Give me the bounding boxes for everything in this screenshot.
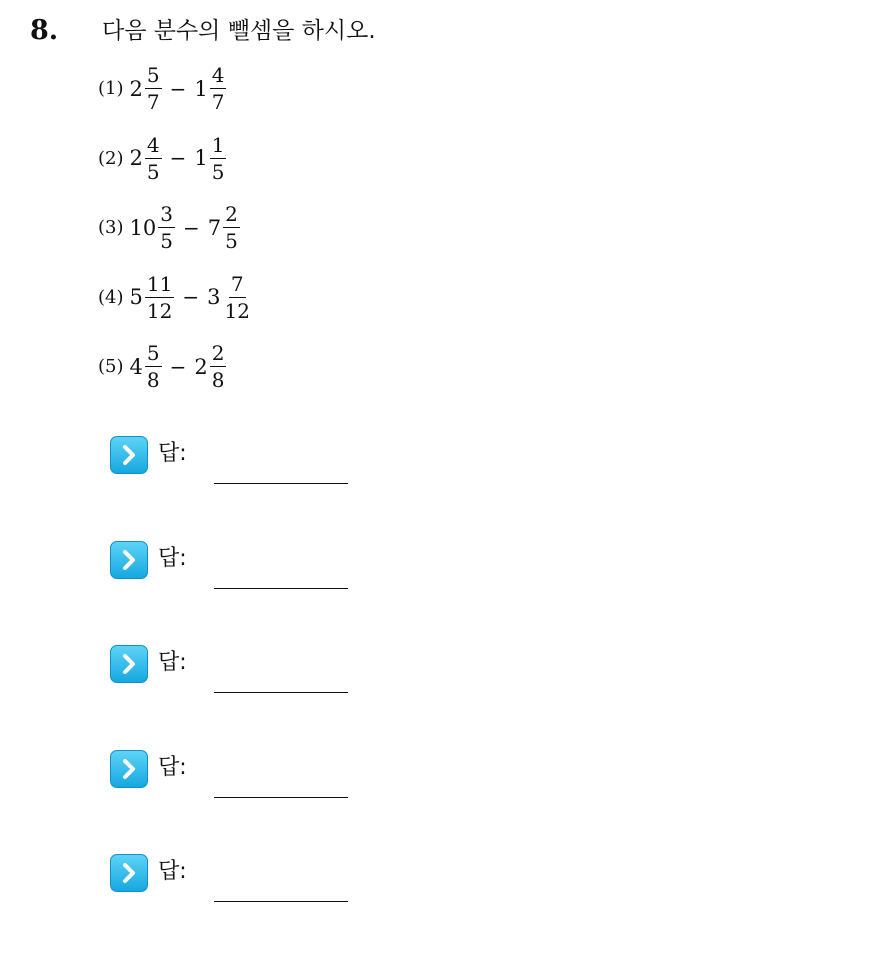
subtrahend [208, 203, 240, 252]
denominator: 12 [146, 298, 173, 323]
answer-row [110, 645, 370, 750]
answer-label: 답: [158, 545, 187, 571]
whole-part: 10 [129, 215, 157, 240]
numerator: 11 [146, 271, 173, 296]
answer-row [110, 541, 370, 646]
problem-label: (1) [98, 78, 124, 100]
numerator: 3 [160, 202, 173, 227]
minuend [130, 134, 162, 183]
answer-row [110, 436, 370, 541]
chevron-right-icon [110, 750, 148, 788]
question-number: 8. [30, 15, 59, 46]
denominator: 8 [211, 368, 225, 393]
answer-row [110, 750, 370, 855]
answer-label: 답: [158, 859, 187, 884]
chevron-right-icon [110, 854, 148, 892]
whole-part: 3 [207, 285, 221, 310]
minus-operator: − [182, 215, 200, 240]
numerator: 5 [146, 341, 160, 366]
answer-blank[interactable] [214, 797, 348, 798]
fraction [210, 134, 227, 183]
numerator: 7 [230, 271, 244, 296]
problem-label: (3) [98, 217, 124, 239]
answer-list [110, 436, 370, 959]
problem-item [98, 263, 252, 333]
answer-label: 답: [158, 754, 187, 780]
answer-label: 답: [158, 441, 187, 466]
whole-part: 2 [129, 76, 143, 101]
fraction [210, 64, 227, 113]
denominator: 8 [146, 368, 160, 393]
problem-label: (4) [98, 286, 124, 308]
problem-item [98, 332, 252, 402]
numerator: 4 [146, 132, 160, 157]
minus-operator: − [169, 76, 187, 101]
numerator: 5 [146, 63, 160, 88]
fraction [145, 342, 162, 391]
chevron-right-icon [110, 541, 148, 579]
answer-blank[interactable] [214, 483, 348, 484]
answer-blank[interactable] [214, 901, 348, 902]
whole-part: 1 [194, 146, 208, 171]
denominator: 7 [211, 90, 225, 115]
minus-operator: − [182, 285, 200, 310]
chevron-right-icon [110, 436, 148, 474]
subtrahend [194, 342, 226, 391]
numerator: 1 [211, 132, 225, 157]
problem-item [98, 54, 252, 124]
subtrahend [207, 273, 252, 322]
whole-part: 2 [194, 354, 208, 379]
whole-part: 4 [129, 354, 143, 379]
fraction [210, 342, 227, 391]
problem-label: (5) [98, 356, 124, 378]
denominator: 5 [225, 229, 238, 254]
problem-item [98, 124, 252, 194]
problem-list [98, 54, 252, 402]
denominator: 5 [146, 159, 160, 184]
denominator: 5 [211, 159, 225, 184]
numerator: 2 [211, 341, 225, 366]
minuend [130, 203, 175, 252]
whole-part: 2 [129, 146, 143, 171]
answer-row [110, 854, 370, 959]
subtrahend [194, 64, 226, 113]
question-text: 다음 분수의 뺄셈을 하시오. [102, 18, 376, 44]
fraction [223, 203, 240, 252]
subtrahend [194, 134, 226, 183]
denominator: 12 [224, 298, 250, 323]
fraction [145, 134, 162, 183]
chevron-right-icon [110, 645, 148, 683]
problem-label: (2) [98, 147, 124, 169]
answer-blank[interactable] [214, 588, 348, 589]
fraction [158, 203, 175, 252]
numerator: 4 [211, 63, 225, 88]
answer-blank[interactable] [214, 692, 348, 693]
numerator: 2 [225, 202, 238, 227]
fraction [145, 273, 174, 322]
minuend [130, 64, 162, 113]
denominator: 7 [146, 90, 160, 115]
denominator: 5 [160, 229, 173, 254]
minuend [130, 273, 175, 322]
whole-part: 5 [129, 285, 143, 310]
answer-label: 답: [158, 650, 187, 675]
minus-operator: − [169, 354, 187, 379]
problem-item [98, 193, 252, 263]
whole-part: 7 [207, 215, 222, 240]
whole-part: 1 [194, 76, 208, 101]
minus-operator: − [169, 146, 187, 171]
fraction [222, 273, 251, 322]
minuend [130, 342, 162, 391]
fraction [145, 64, 162, 113]
